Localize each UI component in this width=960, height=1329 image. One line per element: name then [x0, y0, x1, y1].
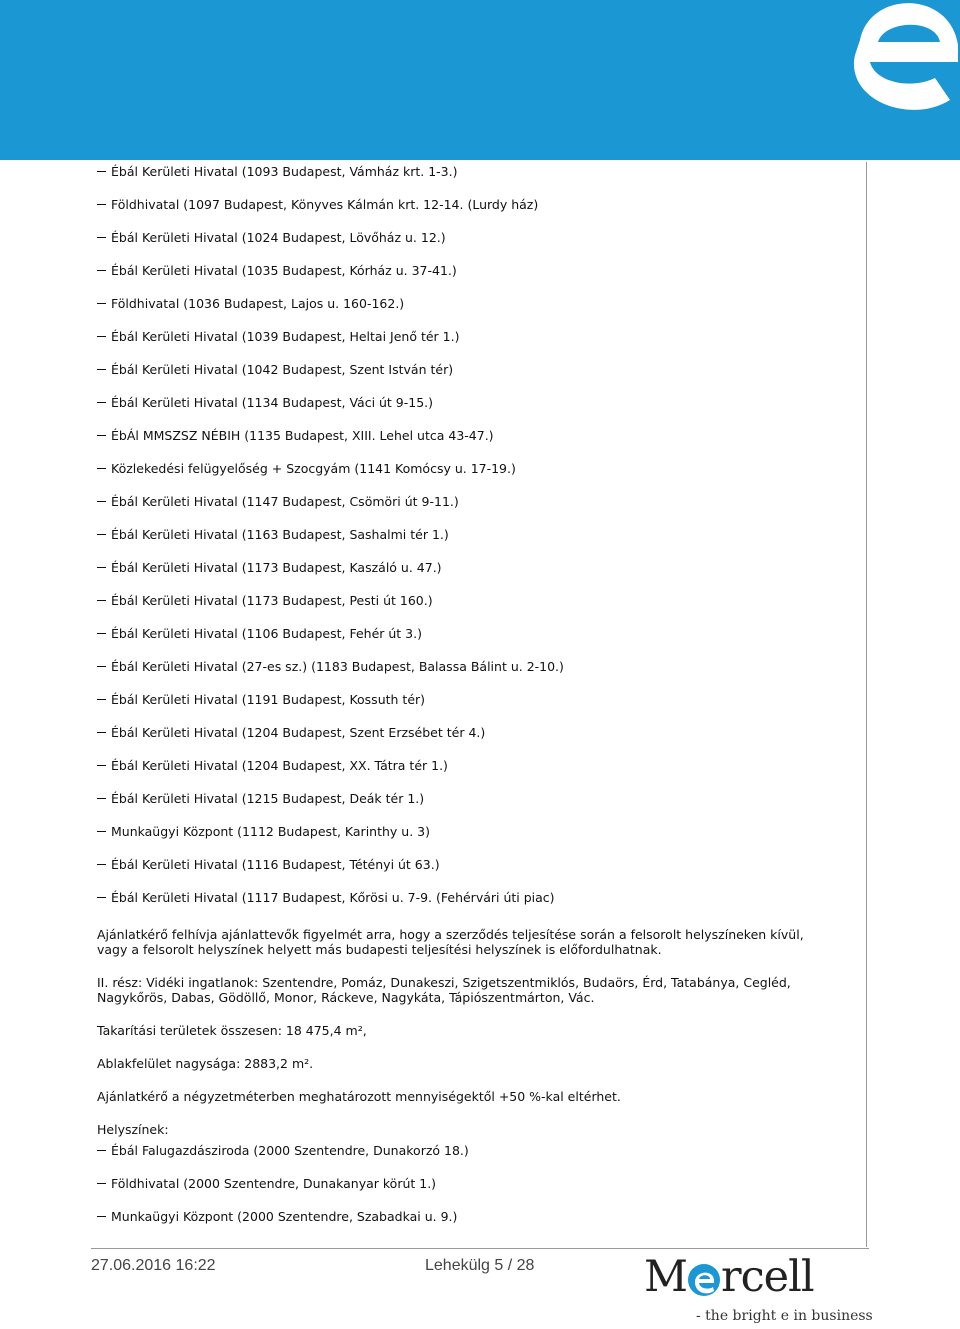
- paragraph-part-two: II. rész: Vidéki ingatlanok: Szentendre, Pomáz, Dunakeszi, Szigetszentmiklós, Budaörs, Érd, Tatabánya, Cegléd, Nagykőrös, Dabas, Gödöllő, Monor, Ráckeve, Nagykáta, Tápiószentmárton, Vác.: [97, 975, 791, 1005]
- list-item: [97, 160, 837, 193]
- list-item: [97, 1205, 837, 1238]
- bullet-dash-icon: [97, 831, 106, 832]
- list-item-text: Földhivatal (2000 Szentendre, Dunakanyar körút 1.): [111, 1176, 437, 1191]
- list-item-text: Ébál Kerületi Hivatal (1024 Budapest, Lövőház u. 12.): [111, 230, 446, 245]
- paragraph-cleaning-area: Takarítási területek összesen: 18 475,4 m²,: [97, 1023, 367, 1038]
- list-item: [97, 688, 837, 721]
- list-item-text: Ébál Falugazdásziroda (2000 Szentendre, Dunakorzó 18.): [111, 1143, 469, 1158]
- list-item-text: Ébál Kerületi Hivatal (1106 Budapest, Fehér út 3.): [111, 626, 422, 641]
- list-item: [97, 193, 837, 226]
- list-item-text: Ébál Kerületi Hivatal (1204 Budapest, XX. Tátra tér 1.): [111, 758, 448, 773]
- bullet-dash-icon: [97, 402, 106, 403]
- list-item-text: Ébál Kerületi Hivatal (1215 Budapest, Deák tér 1.): [111, 791, 425, 806]
- list-item: [97, 523, 837, 556]
- bullet-dash-icon: [97, 501, 106, 502]
- list-item-text: Ébál Kerületi Hivatal (1093 Budapest, Vámház krt. 1-3.): [111, 164, 458, 179]
- right-margin-rule: [866, 162, 867, 1247]
- list-item: [97, 1139, 837, 1172]
- brand-prefix: M: [644, 1252, 688, 1302]
- bullet-dash-icon: [97, 204, 106, 205]
- bullet-dash-icon: [97, 732, 106, 733]
- bullet-dash-icon: [97, 765, 106, 766]
- footer-page-number: Lehekülg 5 / 28: [425, 1257, 535, 1274]
- list-item-text: Ébál Kerületi Hivatal (1035 Budapest, Kórház u. 37-41.): [111, 263, 457, 278]
- bullet-dash-icon: [97, 336, 106, 337]
- list-item-text: Ébál Kerületi Hivatal (1163 Budapest, Sashalmi tér 1.): [111, 527, 449, 542]
- bullet-dash-icon: [97, 699, 106, 700]
- e-logo-icon: [800, 0, 960, 160]
- list-item-text: Földhivatal (1036 Budapest, Lajos u. 160-162.): [111, 296, 405, 311]
- bullet-dash-icon: [97, 171, 106, 172]
- list-item-text: Ébál Kerületi Hivatal (1173 Budapest, Kaszáló u. 47.): [111, 560, 442, 575]
- bullet-dash-icon: [97, 600, 106, 601]
- list-item: [97, 589, 837, 622]
- bullet-dash-icon: [97, 435, 106, 436]
- list-item: [97, 787, 837, 820]
- paragraph-notice: Ajánlatkérő felhívja ajánlattevők figyelmét arra, hogy a szerződés teljesítése során a felsorolt helyszíneken kívül, vagy a felsorolt helyszínek helyett más budapesti teljesítési helyszínek is előfordulhatnak.: [97, 927, 804, 957]
- list-item-text: Ébál Kerületi Hivatal (1117 Budapest, Kőrösi u. 7-9. (Fehérvári úti piac): [111, 890, 555, 905]
- list-item-text: Munkaügyi Központ (1112 Budapest, Karinthy u. 3): [111, 824, 430, 839]
- bullet-dash-icon: [97, 897, 106, 898]
- brand-logo: [644, 1252, 873, 1324]
- location-list-budapest: [97, 160, 837, 919]
- list-item: [97, 325, 837, 358]
- list-item-text: Ébál Kerületi Hivatal (1191 Budapest, Kossuth tér): [111, 692, 426, 707]
- bullet-dash-icon: [97, 534, 106, 535]
- list-item: [97, 556, 837, 589]
- list-item: [97, 259, 837, 292]
- marcell-e-icon: [687, 1263, 721, 1297]
- bullet-dash-icon: [97, 864, 106, 865]
- bullet-dash-icon: [97, 1150, 106, 1151]
- brand-suffix: rcell: [721, 1252, 814, 1302]
- paragraph-window-area: Ablakfelület nagysága: 2883,2 m².: [97, 1056, 314, 1071]
- bullet-dash-icon: [97, 567, 106, 568]
- list-item: [97, 853, 837, 886]
- list-item: [97, 622, 837, 655]
- bullet-dash-icon: [97, 666, 106, 667]
- list-item: [97, 292, 837, 325]
- list-item: [97, 226, 837, 259]
- list-item: [97, 457, 837, 490]
- bullet-dash-icon: [97, 1183, 106, 1184]
- footer-date: 27.06.2016 16:22: [91, 1257, 216, 1274]
- bullet-dash-icon: [97, 369, 106, 370]
- list-item-text: Ébál Kerületi Hivatal (27-es sz.) (1183 Budapest, Balassa Bálint u. 2-10.): [111, 659, 564, 674]
- list-item: [97, 391, 837, 424]
- bullet-dash-icon: [97, 468, 106, 469]
- list-item-text: Közlekedési felügyelőség + Szocgyám (1141 Komócsy u. 17-19.): [111, 461, 516, 476]
- bullet-dash-icon: [97, 303, 106, 304]
- document-body: [97, 160, 837, 1238]
- paragraph-deviation: Ajánlatkérő a négyzetméterben meghatározott mennyiségektől +50 %-kal eltérhet.: [97, 1089, 621, 1104]
- list-item: [97, 358, 837, 391]
- list-item-text: ÉbÁl MMSZSZ NÉBIH (1135 Budapest, XIII. Lehel utca 43-47.): [111, 428, 494, 443]
- footer-rule: [91, 1248, 869, 1249]
- brand-tagline: - the bright e in business: [696, 1308, 873, 1324]
- list-item: [97, 886, 837, 919]
- location-list-szentendre: [97, 1139, 837, 1238]
- bullet-dash-icon: [97, 798, 106, 799]
- list-item-text: Ébál Kerületi Hivatal (1204 Budapest, Szent Erzsébet tér 4.): [111, 725, 486, 740]
- header-banner: [0, 0, 960, 160]
- paragraph-locations-heading: Helyszínek:: [97, 1122, 169, 1137]
- list-item: [97, 424, 837, 457]
- bullet-dash-icon: [97, 633, 106, 634]
- list-item: [97, 655, 837, 688]
- list-item: [97, 820, 837, 853]
- list-item-text: Ébál Kerületi Hivatal (1147 Budapest, Csömöri út 9-11.): [111, 494, 459, 509]
- list-item: [97, 754, 837, 787]
- bullet-dash-icon: [97, 270, 106, 271]
- list-item-text: Ébál Kerületi Hivatal (1042 Budapest, Szent István tér): [111, 362, 454, 377]
- list-item-text: Munkaügyi Központ (2000 Szentendre, Szabadkai u. 9.): [111, 1209, 458, 1224]
- list-item-text: Ébál Kerületi Hivatal (1134 Budapest, Váci út 9-15.): [111, 395, 434, 410]
- list-item: [97, 1172, 837, 1205]
- list-item-text: Ébál Kerületi Hivatal (1173 Budapest, Pesti út 160.): [111, 593, 433, 608]
- bullet-dash-icon: [97, 237, 106, 238]
- list-item-text: Ébál Kerületi Hivatal (1039 Budapest, Heltai Jenő tér 1.): [111, 329, 460, 344]
- brand-wordmark: [644, 1252, 814, 1302]
- list-item-text: Földhivatal (1097 Budapest, Könyves Kálmán krt. 12-14. (Lurdy ház): [111, 197, 539, 212]
- bullet-dash-icon: [97, 1216, 106, 1217]
- list-item: [97, 721, 837, 754]
- list-item-text: Ébál Kerületi Hivatal (1116 Budapest, Tétényi út 63.): [111, 857, 440, 872]
- list-item: [97, 490, 837, 523]
